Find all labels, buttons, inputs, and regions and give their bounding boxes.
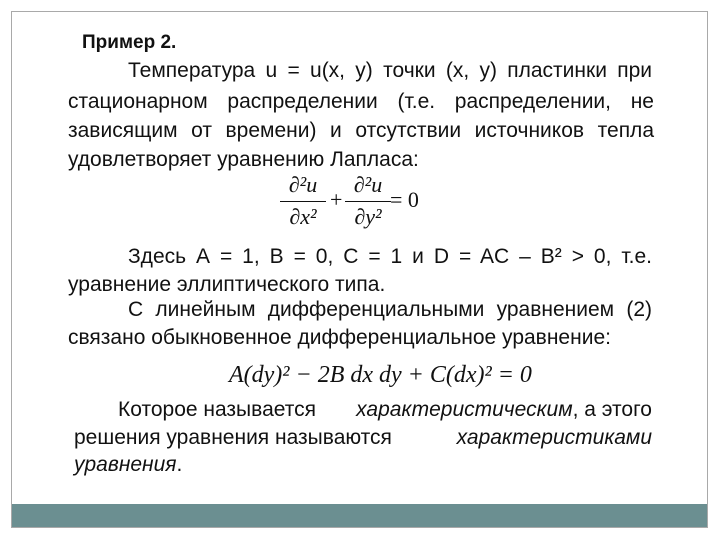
laplace-fraction-x <box>278 172 328 234</box>
paragraph3-line2: связано обыкновенное дифференциальное уравнение: <box>68 326 611 349</box>
paragraph4-line1-suffix: , а этого <box>572 398 652 421</box>
paragraph1-line4: удовлетворяет уравнению Лапласа: <box>68 148 419 171</box>
equals-zero: = 0 <box>390 187 419 212</box>
paragraph2-line1: Здесь А = 1, В = 0, С = 1 и D = AC – B² > 0, т.е. <box>128 245 652 268</box>
laplace-numerator-y: ∂²u <box>353 172 383 197</box>
paragraph4-line1-prefix: Которое называется <box>118 398 316 421</box>
paragraph4-term-equations: уравнения <box>74 453 177 476</box>
fraction-bar-y <box>345 201 391 202</box>
paragraph4-line3 <box>74 452 182 478</box>
paragraph4-term-characteristic: характеристическим <box>356 398 573 421</box>
fraction-bar-x <box>280 201 326 202</box>
laplace-fraction-y <box>343 172 393 234</box>
paragraph2-line2: уравнение эллиптического типа. <box>68 273 386 296</box>
paragraph1-line2: стационарном распределении (т.е. распределении, не <box>68 90 654 113</box>
example-title: Пример 2. <box>82 32 177 53</box>
paragraph1-line1: Температура u = u(x, y) точки (x, y) пластинки при <box>128 59 652 82</box>
characteristic-equation: A(dy)² − 2B dx dy + C(dx)² = 0 <box>229 362 532 388</box>
paragraph4-line2 <box>74 425 652 451</box>
footer-band <box>12 504 707 527</box>
laplace-denominator-y: ∂y² <box>354 204 382 229</box>
paragraph1-line3: зависящим от времени) и отсутствии источников тепла <box>68 119 654 142</box>
laplace-numerator-x: ∂²u <box>288 172 318 197</box>
laplace-denominator-x: ∂x² <box>289 204 317 229</box>
plus-sign: + <box>330 187 343 212</box>
paragraph4-line1 <box>118 397 652 423</box>
paragraph4-term-characteristics: характеристиками <box>456 426 652 449</box>
paragraph4-line3-suffix: . <box>176 453 183 476</box>
paragraph3-line1: С линейным дифференциальными уравнением (2) <box>128 298 652 321</box>
paragraph4-line2-prefix: решения уравнения называются <box>74 426 392 449</box>
